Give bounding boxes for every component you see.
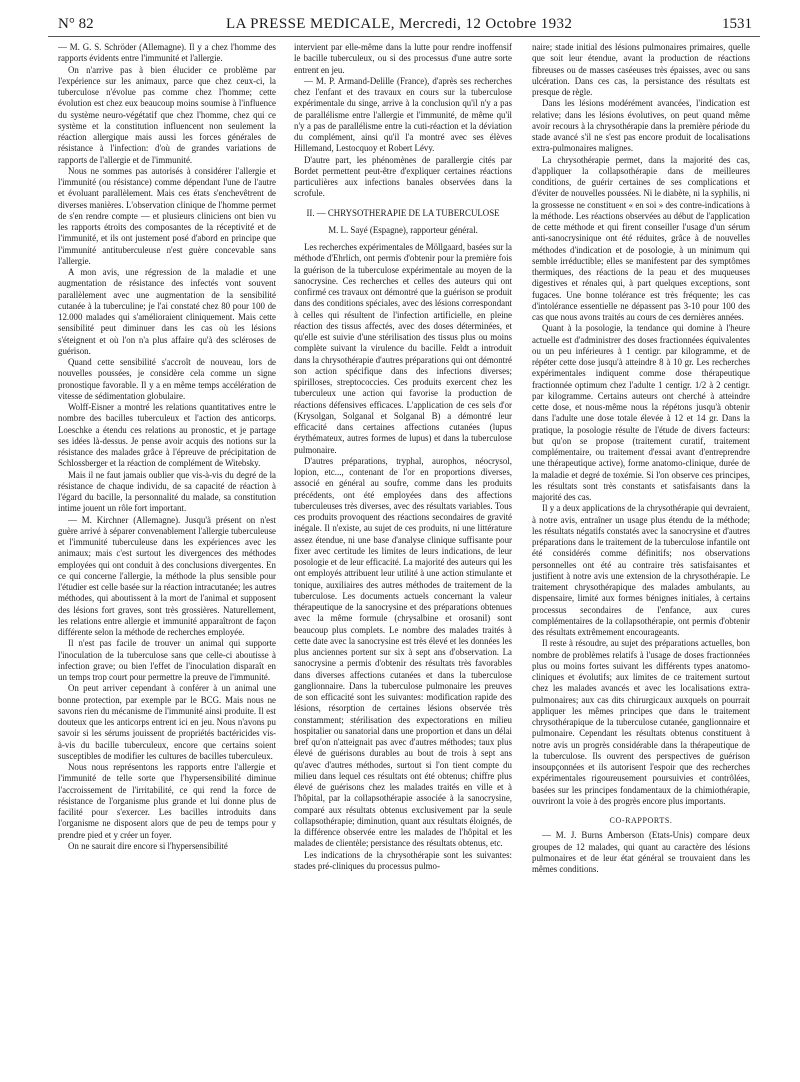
paragraph: Les indications de la chrysothérapie sont les suivantes: stades pré-cliniques du processus pulmo- [294, 849, 512, 871]
column-2 [294, 42, 512, 1072]
section-heading: II. — CHRYSOTHERAPIE DE LA TUBERCULOSE [306, 207, 500, 218]
page-header [48, 14, 760, 37]
paragraph: Quand cette sensibilité s'accroît de nouveau, lors de nouvelles poussées, je considère cela comme un signe pronostique favorable. Il y a en même temps accélération de vitesse de sédimentation globulaire. [58, 357, 276, 401]
rapporteur-line: M. L. Sayé (Espagne), rapporteur général. [328, 224, 478, 235]
paragraph: intervient par elle-même dans la lutte pour rendre inoffensif le bacille tuberculeux, ou si des processus d'une autre sorte entrent en jeu. [294, 42, 512, 75]
issue-number: N° 82 [58, 16, 94, 32]
paragraph: A mon avis, une régression de la maladie et une augmentation de résistance des infectés vont souvent parallèlement avec une augmentation de la sensibilité cutanée à la tuberculine; je l'ai constaté chez 80 pour 100 de 12.000 malades qui s'amélioraient cliniquement. Mais cette sensibilité peut diminuer dans les cas où les lésions s'éteignent et où l'on n'a plus affaire qu'à des scléroses de guérison. [58, 267, 276, 356]
journal-title: LA PRESSE MEDICALE, Mercredi, 12 Octobre 1932 [226, 16, 573, 32]
paragraph: Les recherches expérimentales de Möllgaard, basées sur la méthode d'Ehrlich, ont permis d'obtenir pour la première fois la guérison de la tuberculose expérimentale au moyen de la sanocrysine. Ces recherches et celles des auteurs qui ont confirmé ces travaux ont démontré que la guérison se produit dans des conditions spéciales, avec des lésions correspondant à celles qui résultent de l'infection artificielle, en pleine réaction des tissus affectés, avec des doses déterminées, et qu'elle est suivie d'une stérilisation des tissus plus ou moins complète suivant la virulence du bacille. Feldt a introduit dans la chrysothérapie d'autres préparations qui ont démontré son action spécifique dans des infections diverses; spirilloses, streptococcies. Ces produits exercent chez les tuberculeux une action qui favorise la production de réactions défensives efficaces. L'application de ces sels d'or (Krysolgan, Solganal et Solganal B) a démontré leur efficacité dans certaines affections cutanées (lupus érythémateux, autres formes de lupus) et dans la tuberculose pulmonaire. [294, 242, 512, 455]
paragraph-kirchner: — M. Kirchner (Allemagne). Jusqu'à présent on n'est guère arrivé à séparer convenablement l'allergie tuberculeuse et l'immunité tuberculeuse dans les expériences avec les animaux; mais c'est surtout les divergences des méthodes employées qui ont conduit à des conclusions divergentes. En ce qui concerne l'allergie, la méthode la plus sensible pour l'étudier est celle basée sur la réaction intracutanée; les autres méthodes, qui aboutissent à la mort de l'animal et supposent des lésions fort graves, sont très grossières. Naturellement, les relations entre allergie et immunité apparaîtront de façon différente selon la méthode de recherches employée. [58, 514, 276, 637]
paragraph: Il n'est pas facile de trouver un animal qui supporte l'inoculation de la tuberculose sans que celle-ci aboutisse à infection grave; ou bien l'effet de l'inoculation disparaît en un temps trop court pour permettre la preuve de l'immunité. [58, 638, 276, 682]
paragraph: On n'arrive pas à bien élucider ce problème par l'expérience sur les animaux, parce que chez ceux-ci, la tuberculose n'évolue pas comme chez l'homme; cette évolution est chez eux beaucoup moins soumise à l'influence du système neuro-végétatif que chez l'homme, chez qui ce système et la constitution influencent non seulement la réaction allergique mais aussi les forces générales de résistance à l'infection: d'où de grandes variations de rapports de l'allergie et de l'immunité. [58, 64, 276, 165]
paragraph: D'autres préparations, tryphal, aurophos, néocrysol, lopion, etc..., contenant de l'or en proportions diverses, associé en général au soufre, comme dans les produits précédents, ont été employées dans des affections tuberculeuses très diverses, avec des résultats variables. Tous ces produits provoquent des réactions secondaires de gravité inégale. Il n'existe, au sujet de ces produits, ni une littérature assez étendue, ni une base d'analyse clinique suffisante pour fixer avec certitude les limites de leurs indications, de leur posologie et de leur efficacité. La majorité des auteurs qui les ont employés attribuent leur utilité à une action stimulante et tonique, auxiliaires des autres méthodes de traitement de la tuberculose. Les documents actuels concernant la valeur thérapeutique de la sanocrysine et des préparations obtenues avec la même formule (chrysalbine et orosanil) sont beaucoup plus complets. Le nombre des malades traités à cette date avec la sanocrysine est très élevé et les données les plus anciennes portent sur six à sept ans d'observation. La sanocrysine a permis d'obtenir des résultats très favorables dans diverses affections cutanées et dans la tuberculose ganglionnaire. Dans la tuberculose pulmonaire les preuves de son efficacité sont les suivantes: modification rapide des lésions, résorption de certaines lésions observée très constamment; stérilisation des expectorations en milieu hospitalier ou sanatorial dans une proportion et dans un délai bref qu'on n'atteignait pas avec d'autres méthodes; taux plus élevé de guérisons durables au bout de trois à sept ans qu'avec d'autres méthodes, surtout si l'on tient compte du milieu dans lequel ces résultats ont été obtenus; chiffre plus élevé de guérisons chez les malades traités en ville et à l'hôpital, par la collapsothérapie associée à la sanocrysine, comparé aux résultats obtenus exclusivement par la seule collapsothérapie; diminution, quant aux résultats éloignés, de la différence observée entre les malades de l'hôpital et les malades de clientèle; persistance des résultats obtenus, etc. [294, 455, 512, 849]
paragraph: Il y a deux applications de la chrysothérapie qui devraient, à notre avis, entraîner un usage plus étendu de la méthode; les résultats négatifs constatés avec la sanocrysine et d'autres préparations dans le traitement de la tuberculose infantile ont été considérés comme définitifs; nos observations personnelles ont été au contraire très satisfaisantes et justifient à notre avis une extension de la chrysothérapie. Le traitement chrysothérapique des malades ambulants, au dispensaire, limité aux formes bénignes initiales, à certains processus secondaires de l'enfance, aux cures complémentaires de la collapsothérapie, ont permis d'obtenir des résultats extrêmement encourageants. [532, 503, 750, 637]
paragraph: Dans les lésions modérément avancées, l'indication est relative; dans les lésions évolutives, on peut quand même avoir recours à la chrysothérapie dans la première période du stade avancé s'il ne s'est pas encore produit de localisations extra-pulmonaires malignes. [532, 98, 750, 154]
co-rapports-heading: CO-RAPPORTS. [609, 816, 673, 825]
paragraph-burns-amberson: — M. J. Burns Amberson (Etats-Unis) compare deux groupes de 12 malades, qui quant au caractère des lésions pulmonaires et de leur état général se trouvaient dans les mêmes conditions. [532, 830, 750, 874]
column-3 [532, 42, 750, 1072]
paragraph: D'autre part, les phénomènes de parallergie cités par Bordet permettent peut-être d'expliquer certaines réactions particulières aux infections banales observées dans la scrofule. [294, 154, 512, 199]
paragraph: On ne saurait dire encore si l'hypersensibilité [68, 840, 228, 851]
paragraph: Nous ne sommes pas autorisés à considérer l'allergie et l'immunité (ou résistance) comme dépendant l'une de l'autre et évoluant parallèlement. Mais ces états s'enchevêtrent de diverses manières. L'observation clinique de l'homme permet de s'en rendre compte — et plusieurs cliniciens ont bien vu les rapports étroits des composantes de la réceptivité et de l'immunité, et ils ont justement posé d'abord en principe que l'immunité antituberculeuse n'est guère concevable sans l'allergie. [58, 165, 276, 266]
paragraph: naire; stade initial des lésions pulmonaires primaires, quelle que soit leur étendue, avant la production de réactions fibreuses ou de masses caséeuses très épaisses, avec ou sans ulcération. Dans ces cas, la persistance des résultats est presque de règle. [532, 42, 750, 97]
paragraph: On peut arriver cependant à conférer à un animal une bonne protection, par exemple par le BCG. Mais nous ne savons rien du mécanisme de l'immunité ainsi produite. Il est douteux que les anticorps entrent ici en jeu. Nous n'avons pu savoir si les sérums jouissent de propriétés bactéricides vis-à-vis du bacille tuberculeux, encore que certains soient susceptibles de modifier les cultures de bacilles tuberculeux. [58, 683, 276, 761]
paragraph: Quant à la posologie, la tendance qui domine à l'heure actuelle est d'administrer des doses fractionnées équivalentes ou un peu inférieures à 1 centigr. par kilogramme, et de répéter cette dose jusqu'à atteindre 8 à 10 gr. Les recherches expérimentales indiquent comme dose thérapeutique fractionnée optimum chez l'adulte 1 centigr. 1/2 à 2 centigr. par kilogramme. Certains auteurs ont cherché à atteindre cette dose, et nous-même nous la répétons jusqu'à obtenir dans l'adulte une dose totale élevée à 12 et 14 gr. Dans la pratique, la posologie résulte de l'étude de divers facteurs: but qu'on se propose (traitement curatif, traitement complémentaire, ou traitement d'essai avant d'entreprendre une thérapeutique active), forme anatomo-clinique, durée de la maladie et degré de toxémie. Si l'on observe ces principes, les résultats sont très constants et satisfaisants dans la majorité des cas. [532, 323, 750, 502]
page-number: 1531 [722, 16, 752, 32]
paragraph-armand-delille: — M. P. Armand-Delille (France), d'après ses recherches chez l'enfant et des travaux en cours sur la tuberculose expérimentale du singe, arrive à la conclusion qu'il n'y a pas de parallélisme entre l'allergie et l'immunité, de même qu'il n'y a pas de parallélisme entre la cuti-réaction et la déviation du complément, ainsi qu'il l'a montré avec ses élèves Hillemand, Lestocquoy et Robert Lévy. [294, 75, 512, 154]
paragraph: Il reste à résoudre, au sujet des préparations actuelles, bon nombre de problèmes relatifs à l'usage de doses fractionnées plus ou moins fortes suivant les différents types anatomo-cliniques et évolutifs; aux limites de ce traitement surtout chez les malades avancés et avec les localisations extra-pulmonaires; aux cas dits chirurgicaux auxquels on pourrait appliquer les mêmes principes que dans le traitement chrysothérapique de la tuberculose cutanée, ganglionnaire et pulmonaire. Cependant les résultats obtenus constituent à notre avis un progrès considérable dans la thérapeutique de la tuberculose. Ils ouvrent des perspectives de guérison insoupçonnées et ils autorisent l'espoir que des recherches expérimentales rigoureusement poursuivies et contrôlées, basées sur les principes fondamentaux de la chimiothérapie, ouvriront la voie à des progrès encore plus importants. [532, 638, 750, 806]
paragraph: Nous nous représentons les rapports entre l'allergie et l'immunité de telle sorte que l'hypersensibilité diminue l'accroissement de l'irritabilité, ce qui rend la force de résistance de l'organisme plus grande et lui donne plus de facilité pour s'exercer. Les bacilles introduits dans l'organisme ne disposent alors que de peu de temps pour y prendre pied et y créer un foyer. [58, 762, 276, 840]
paragraph-schroder-intro: — M. G. S. Schröder (Allemagne). Il y a chez l'homme des rapports évidents entre l'immunité et l'allergie. [58, 42, 276, 64]
paragraph: Wolff-Eisner a montré les relations quantitatives entre le nombre des bacilles tuberculeux et l'action des anticorps. Loeschke a étendu ces relations au pronostic, et je partage ses idées là-dessus. Je pense avoir acquis des notions sur la résistance des malades grâce à l'épreuve de précipitation de Schlossberger et la réaction de complément de Witebsky. [58, 402, 276, 469]
paragraph: Mais il ne faut jamais oublier que vis-à-vis du degré de la résistance de chaque individu, de sa capacité de réaction à l'égard du bacille, la personnalité du malade, sa constitution intime jouent un rôle fort important. [58, 469, 276, 514]
article-body [58, 42, 750, 1072]
paragraph: La chrysothérapie permet, dans la majorité des cas, d'appliquer la collapsothérapie dans de meilleures conditions, de guérir certaines de ses complications et d'éviter de nouvelles poussées. Ni le diabète, ni la syphilis, ni la grossesse ne constituent « en soi » des contre-indications à la méthode. Les réactions observées au début de l'application de cette méthode et qui firent conseiller l'usage d'un sérum anti-sanocrysinique ont été réduites, grâce à de nouvelles méthodes d'indication et de posologie, à un minimum qui semble irréductible; elles se manifestent par des symptômes thermiques, des réactions de la peau et des muqueuses digestives et rénales qui, à part quelques exceptions, sont fugaces. Une bonne tolérance est très fréquente; les cas d'intolérance essentielle ne dépassent pas 3-10 pour 100 des cas que nous avons traités au cours de ces dernières années. [532, 154, 750, 322]
column-1 [58, 42, 276, 1072]
